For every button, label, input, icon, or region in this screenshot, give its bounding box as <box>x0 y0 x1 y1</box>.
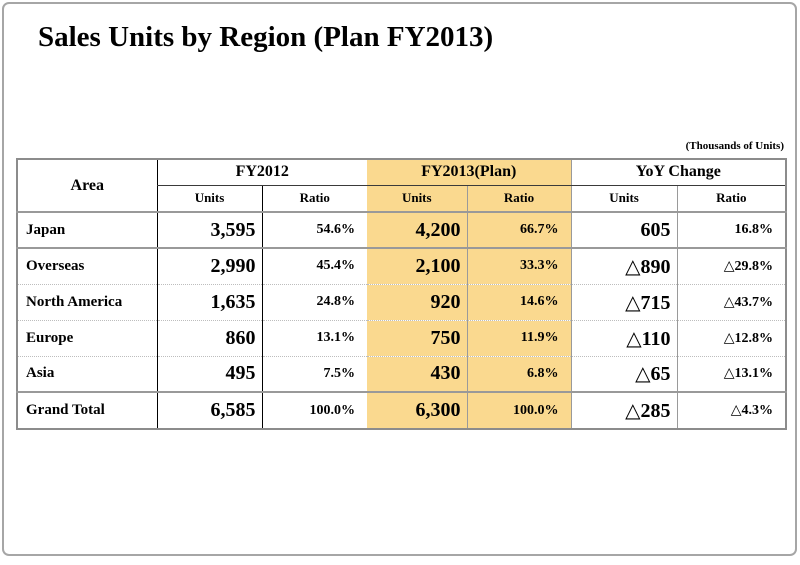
ratio-cell: △43.7% <box>677 284 786 320</box>
col-header-fy2013-ratio: Ratio <box>467 185 571 212</box>
col-header-fy2013-units: Units <box>367 185 467 212</box>
units-cell: 2,100 <box>367 248 467 284</box>
units-cell: 495 <box>157 356 262 392</box>
table-row-europe <box>17 320 786 356</box>
ratio-cell: 100.0% <box>262 392 367 429</box>
ratio-cell: 16.8% <box>677 212 786 248</box>
col-header-area: Area <box>17 159 157 212</box>
units-cell: 6,585 <box>157 392 262 429</box>
table-row-grand-total <box>17 392 786 429</box>
ratio-cell: 54.6% <box>262 212 367 248</box>
units-cell: 605 <box>571 212 677 248</box>
table-row-overseas <box>17 248 786 284</box>
col-header-yoy-units: Units <box>571 185 677 212</box>
ratio-cell: 24.8% <box>262 284 367 320</box>
ratio-cell: 13.1% <box>262 320 367 356</box>
area-cell: Asia <box>17 356 157 392</box>
ratio-cell: △29.8% <box>677 248 786 284</box>
units-cell: 6,300 <box>367 392 467 429</box>
area-cell: Grand Total <box>26 402 105 418</box>
area-cell: Overseas <box>17 248 157 284</box>
table-row-japan <box>17 212 786 248</box>
ratio-cell: 45.4% <box>262 248 367 284</box>
col-header-fy2012-ratio: Ratio <box>262 185 367 212</box>
units-note: (Thousands of Units) <box>685 140 784 152</box>
units-cell: 860 <box>157 320 262 356</box>
units-cell: △715 <box>571 284 677 320</box>
table-row-north-america <box>17 284 786 320</box>
col-header-fy2012-units: Units <box>157 185 262 212</box>
col-group-fy2013-plan: FY2013(Plan) <box>367 159 571 185</box>
ratio-cell: 66.7% <box>467 212 571 248</box>
units-cell: 3,595 <box>157 212 262 248</box>
ratio-cell: 7.5% <box>262 356 367 392</box>
ratio-cell: 14.6% <box>467 284 571 320</box>
ratio-cell: 100.0% <box>467 392 571 429</box>
col-header-yoy-ratio: Ratio <box>677 185 786 212</box>
sales-by-region-table <box>16 158 787 430</box>
area-cell: North America <box>17 284 157 320</box>
table-row-asia <box>17 356 786 392</box>
page-title: Sales Units by Region (Plan FY2013) <box>38 21 494 53</box>
units-cell: 430 <box>367 356 467 392</box>
area-cell: Japan <box>17 212 157 248</box>
ratio-cell: 33.3% <box>467 248 571 284</box>
units-cell: △110 <box>571 320 677 356</box>
units-cell: 4,200 <box>367 212 467 248</box>
col-group-yoy-change: YoY Change <box>571 159 786 185</box>
units-cell: △890 <box>571 248 677 284</box>
area-cell: Europe <box>17 320 157 356</box>
ratio-cell: △13.1% <box>677 356 786 392</box>
col-group-fy2012: FY2012 <box>157 159 367 185</box>
ratio-cell: △4.3% <box>677 392 786 429</box>
units-cell: △65 <box>571 356 677 392</box>
units-cell: △285 <box>571 392 677 429</box>
units-cell: 750 <box>367 320 467 356</box>
units-cell: 920 <box>367 284 467 320</box>
units-cell: 1,635 <box>157 284 262 320</box>
ratio-cell: △12.8% <box>677 320 786 356</box>
column-group-header-row <box>17 159 786 185</box>
ratio-cell: 6.8% <box>467 356 571 392</box>
units-cell: 2,990 <box>157 248 262 284</box>
ratio-cell: 11.9% <box>467 320 571 356</box>
